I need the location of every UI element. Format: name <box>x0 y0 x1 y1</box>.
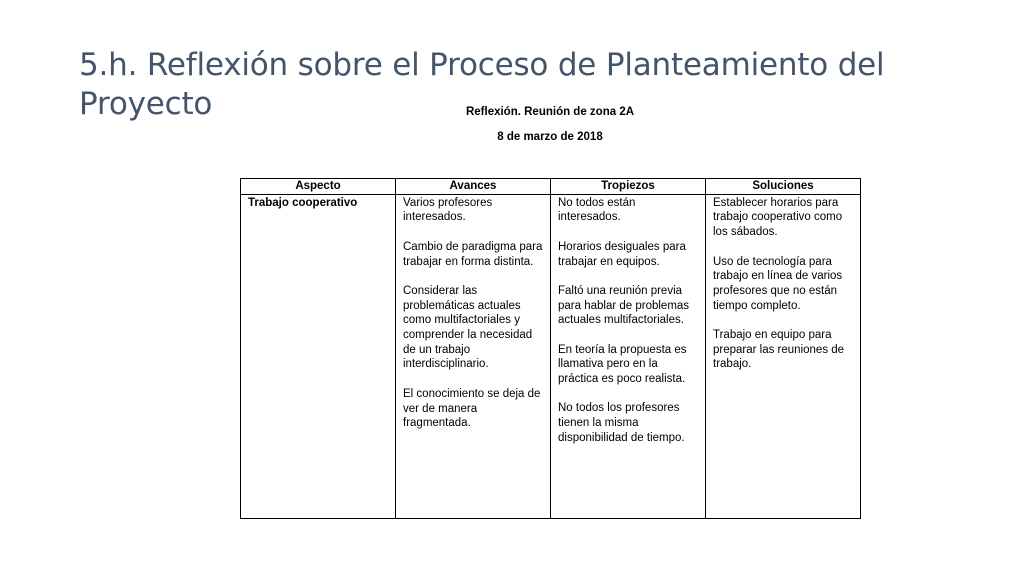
document-date: 8 de marzo de 2018 <box>497 131 603 143</box>
table-header-row <box>241 179 861 195</box>
avances-item: El conocimiento se deja de ver de manera fragmentada. <box>403 387 541 430</box>
column-header-soluciones: Soluciones <box>706 179 861 195</box>
tropiezos-item: En teoría la propuesta es llamativa pero en la práctica es poco realista. <box>558 343 687 386</box>
soluciones-item: Trabajo en equipo para preparar las reuniones de trabajo. <box>713 329 845 371</box>
avances-item: Varios profesores interesados. <box>403 196 493 224</box>
tropiezos-item: No todos los profesores tienen la misma disponibilidad de tiempo. <box>558 402 685 444</box>
tropiezos-item: Faltó una reunión previa para hablar de problemas actuales multifactoriales. <box>558 284 690 327</box>
reflection-table <box>240 178 861 519</box>
soluciones-item: Uso de tecnología para trabajo en línea de varios profesores que no están tiempo completo. <box>713 255 843 312</box>
slide-title: 5.h. Reflexión sobre el Proceso de Planteamiento del Proyecto <box>79 47 885 122</box>
tropiezos-item: No todos están interesados. <box>558 196 636 224</box>
table-row <box>241 194 861 518</box>
cell-soluciones <box>706 194 861 518</box>
tropiezos-item: Horarios desiguales para trabajar en equipos. <box>558 240 686 268</box>
cell-tropiezos <box>551 194 706 518</box>
column-header-aspecto: Aspecto <box>241 179 396 195</box>
avances-item: Considerar las problemáticas actuales como multifactoriales y comprender la necesidad de un trabajo interdisciplinario. <box>403 284 533 371</box>
avances-item: Cambio de paradigma para trabajar en forma distinta. <box>403 240 543 268</box>
soluciones-item: Establecer horarios para trabajo cooperativo como los sábados. <box>713 196 843 239</box>
column-header-avances: Avances <box>396 179 551 195</box>
cell-avances <box>396 194 551 518</box>
column-header-tropiezos: Tropiezos <box>551 179 706 195</box>
document-heading: Reflexión. Reunión de zona 2A <box>465 106 635 118</box>
cell-aspecto: Trabajo cooperativo <box>241 194 396 518</box>
